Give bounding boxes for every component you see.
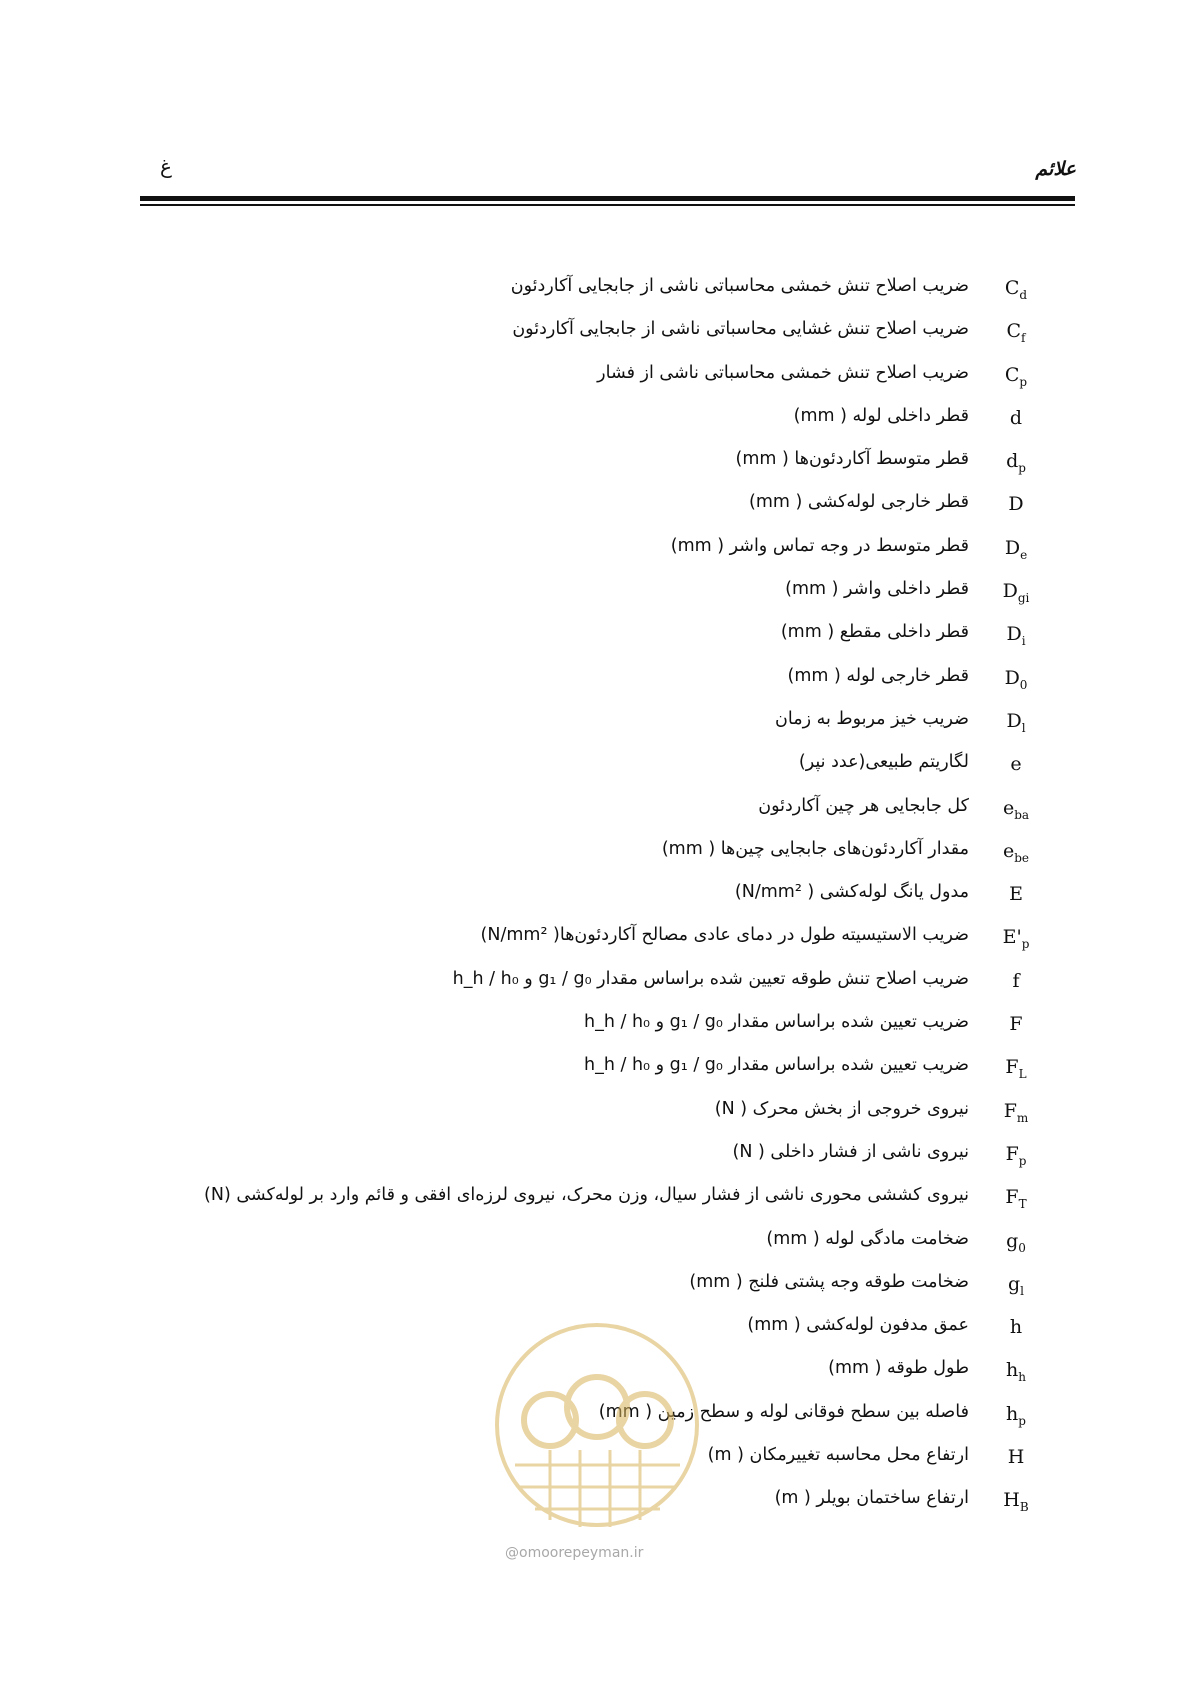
symbol-row [0,360,1191,403]
symbol [981,926,1051,951]
symbol [981,667,1051,692]
watermark-logo [490,1315,705,1545]
symbol [981,1403,1051,1428]
symbol-base: e [1002,796,1015,819]
symbol [981,1100,1051,1125]
symbol [981,797,1051,822]
symbol-subscript: gi [1017,590,1030,605]
page-section-title: علائم [1035,158,1076,180]
symbol-subscript: p [1018,1413,1026,1428]
symbol-row [0,273,1191,316]
header-rule-thick [140,196,1075,201]
symbol [981,753,1051,778]
symbol-subscript: be [1014,850,1030,865]
symbol-row [0,922,1191,965]
symbol-row [0,966,1191,1009]
symbol-subscript: p [1018,460,1026,475]
symbol-row [0,446,1191,489]
symbol-row [0,403,1191,446]
symbol-row [0,1096,1191,1139]
symbol [981,623,1051,648]
symbol-base: D [1004,536,1021,559]
symbol-row [0,706,1191,749]
symbol-description: ضریب خیز مربوط به زمان [775,708,969,729]
symbol-base: F [1005,1186,1019,1209]
symbol [981,364,1051,389]
symbol-row [0,1052,1191,1095]
symbol-description: نیروی کششی محوری ناشی از فشار سیال، وزن محرک، نیروی لرزه‌ای افقی و قائم وارد بر لوله‌کشی (N) [204,1185,969,1206]
symbol-description: ضریب اصلاح تنش غشایی محاسباتی ناشی از جابجایی آکاردئون [512,319,969,340]
symbol-base: H [1007,1446,1025,1469]
symbol-description: مدول یانگ لوله‌کشی ( N/mm²) [734,882,969,903]
symbol [981,1489,1051,1514]
symbol-row [0,533,1191,576]
symbol-base: F [1009,1013,1023,1036]
symbol-base: D [1006,709,1022,732]
symbol-subscript: e [1020,547,1028,562]
symbol-base: H [1003,1489,1020,1512]
symbol [981,450,1051,475]
symbol-description: فاصله بین سطح فوقانی لوله و سطح زمین ( mm) [598,1401,969,1422]
symbol-description: قطر متوسط آکاردئون‌ها ( mm) [735,449,969,470]
symbol-subscript: l [1020,1283,1024,1298]
symbol-description: ضریب اصلاح تنش خمشی محاسباتی ناشی از جابجایی آکاردئون [510,276,969,296]
symbol-base: e [1010,753,1022,776]
symbol [981,493,1051,518]
symbol [981,883,1051,908]
symbol-base: e [1002,839,1015,862]
symbol-subscript: f [1021,331,1026,346]
symbol-row [0,1226,1191,1269]
symbol-base: f [1012,969,1020,992]
symbol-subscript: T [1018,1197,1027,1212]
symbol-description: عمق مدفون لوله‌کشی ( mm) [747,1315,969,1336]
symbol-subscript: h [1018,1370,1026,1385]
symbol-base: h [1006,1359,1019,1382]
symbol-description: ارتفاع محل محاسبه تغییرمکان ( m) [707,1445,969,1466]
symbol [981,277,1051,302]
symbol-row [0,836,1191,879]
symbol-description: قطر متوسط در وجه تماس واشر ( mm) [670,535,969,556]
symbol [981,1446,1051,1471]
symbol [981,320,1051,345]
symbol-subscript: p [1018,1153,1027,1168]
symbol-base: D [1002,580,1018,603]
symbol [981,537,1051,562]
symbol [981,580,1051,605]
symbol-description: طول طوقه ( mm) [828,1358,969,1379]
symbol-row [0,749,1191,792]
symbol-base: E' [1002,926,1022,949]
symbol-description: ضریب اصلاح تنش طوقه تعیین شده براساس مقدار g₁ / g₀ و h_h / h₀ [452,968,969,989]
symbol-description: ارتفاع ساختمان بویلر ( m) [774,1488,969,1509]
symbol-description: قطر داخلی لوله ( mm) [793,405,969,426]
symbol-row [0,879,1191,922]
symbol [981,840,1051,865]
symbol-description: نیروی خروجی از بخش محرک ( N) [714,1098,969,1119]
symbol-base: d [1009,406,1023,429]
symbol-subscript: p [1021,937,1030,952]
symbol [981,1143,1051,1168]
symbol-row [0,316,1191,359]
symbol-row [0,793,1191,836]
symbol-base: C [1004,277,1020,299]
symbol-base: F [1005,1056,1019,1079]
symbol-row [0,489,1191,532]
symbol-base: C [1006,320,1022,343]
symbol-description: ضخامت طوقه وجه پشتی فلنج ( mm) [689,1271,969,1292]
symbol-base: D [1006,623,1022,646]
symbol [981,1316,1051,1341]
symbol [981,407,1051,432]
symbol-row [0,1009,1191,1052]
symbol-description: ضریب الاستیسیته طول در دمای عادی مصالح آکاردئون‌ها( N/mm²) [480,925,969,946]
symbol-base: g [1006,1229,1019,1252]
page-number: غ [160,154,172,178]
symbol-description: قطر داخلی واشر ( mm) [785,579,969,600]
symbol-description: قطر خارجی لوله ( mm) [787,665,969,686]
symbol-row [0,1269,1191,1312]
symbol-base: h [1006,1402,1019,1425]
symbol [981,1056,1051,1081]
symbol-row [0,1182,1191,1225]
symbol [981,710,1051,735]
symbol-base: F [1003,1099,1017,1122]
symbol [981,970,1051,995]
symbol-description: قطر داخلی مقطع ( mm) [780,622,969,643]
watermark-url: @omoorepeyman.ir [505,1545,644,1561]
symbol-description: کل جابجایی هر چین آکاردئون [758,795,969,816]
symbol [981,1230,1051,1255]
symbol-row [0,619,1191,662]
symbol-subscript: 0 [1019,677,1028,692]
symbol-description: نیروی ناشی از فشار داخلی ( N) [732,1141,969,1162]
header-rule-thin [140,204,1075,206]
symbol-subscript: B [1019,1500,1029,1515]
symbol [981,1273,1051,1298]
symbol-row [0,1139,1191,1182]
symbol-subscript: l [1021,720,1026,735]
symbol-base: d [1006,450,1019,473]
symbol-base: g [1007,1272,1021,1295]
symbol-subscript: d [1019,287,1028,302]
symbol-description: ضریب تعیین شده براساس مقدار g₁ / g₀ و h_h / h₀ [584,1055,969,1076]
symbol-base: D [1004,666,1020,689]
symbol-description: ضخامت مادگی لوله ( mm) [766,1228,969,1249]
symbol-base: h [1009,1316,1023,1339]
symbol-subscript: 0 [1018,1240,1026,1255]
symbol-description: ضریب اصلاح تنش خمشی محاسباتی ناشی از فشار [597,362,969,383]
symbol-base: D [1008,493,1024,516]
symbol-description: مقدار آکاردئون‌های جابجایی چین‌ها ( mm) [661,838,969,859]
symbol [981,1359,1051,1384]
symbol-base: F [1005,1142,1019,1165]
symbol [981,1186,1051,1211]
symbol-base: C [1004,363,1020,386]
symbol-base: E [1009,883,1023,906]
symbol-description: لگاریتم طبیعی(عدد نپر) [798,752,969,773]
symbol-subscript: m [1016,1110,1029,1125]
symbol-subscript: p [1019,374,1028,389]
symbol-row [0,663,1191,706]
symbol-subscript: ba [1014,807,1030,822]
symbol-description: قطر خارجی لوله‌کشی ( mm) [748,492,969,513]
symbol [981,1013,1051,1038]
symbol-subscript: i [1021,634,1026,649]
symbol-row [0,576,1191,619]
symbol-description: ضریب تعیین شده براساس مقدار g₁ / g₀ و h_h / h₀ [584,1012,969,1033]
symbol-subscript: L [1018,1067,1027,1082]
